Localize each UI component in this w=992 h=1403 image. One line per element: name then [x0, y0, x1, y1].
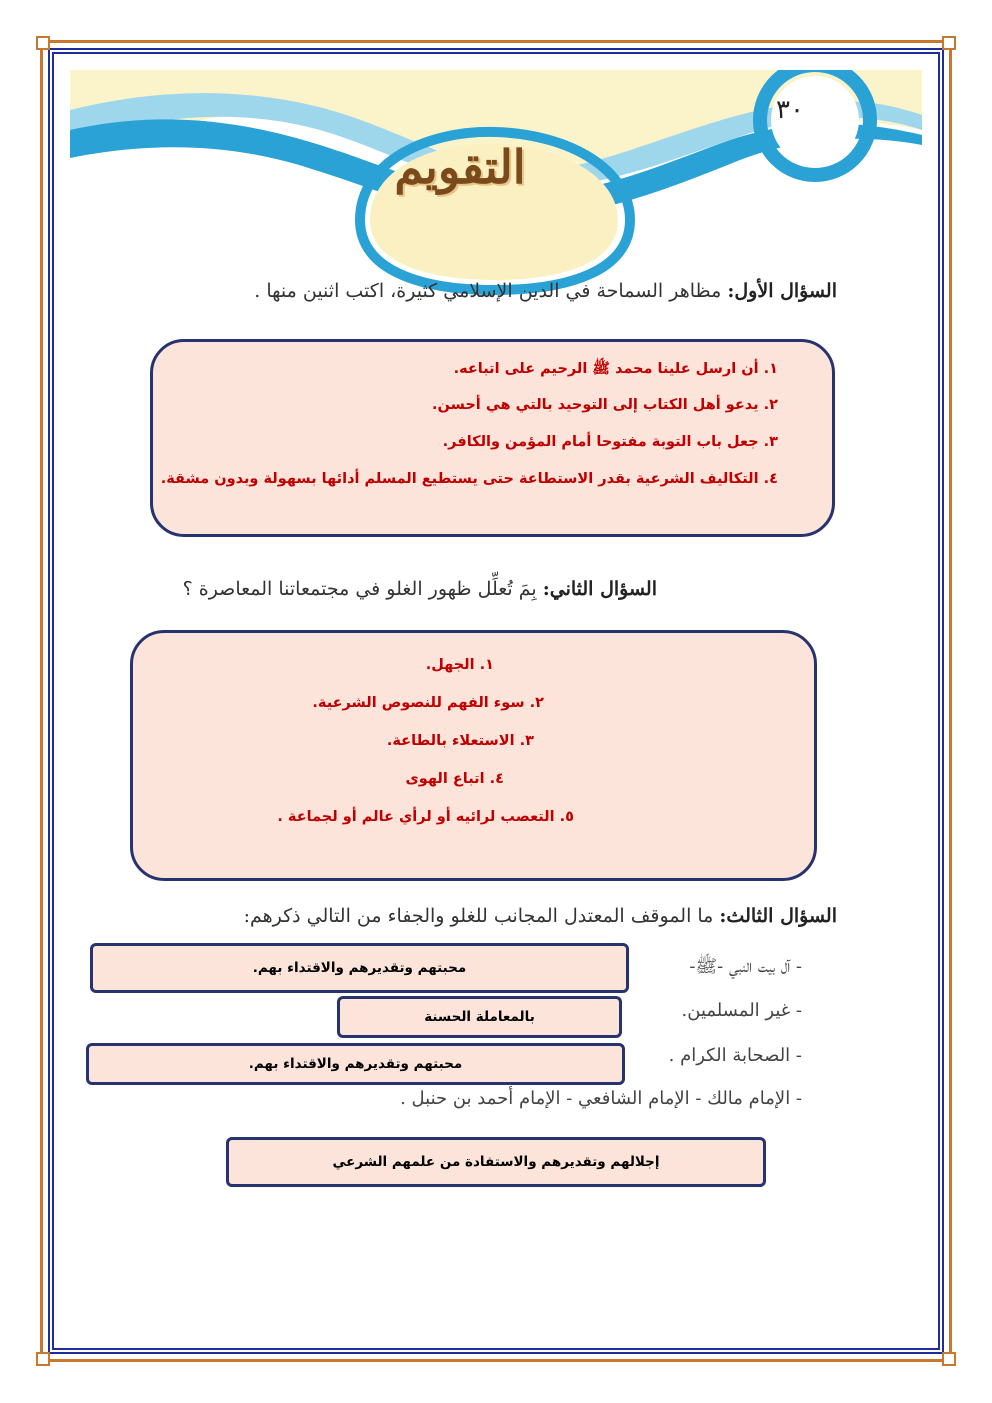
answer-text: إجلالهم وتقديرهم والاستفادة من علمهم الشرعي [332, 1154, 660, 1170]
page-title: التقويم [394, 140, 526, 194]
answer-item: ٤. التكاليف الشرعية بقدر الاستطاعة حتى يستطيع المسلم أدائها بسهولة وبدون مشقة. [160, 471, 778, 487]
question-3-answer-box [86, 1043, 625, 1085]
question-3-item: - آل بيت النبي -ﷺ- [689, 956, 802, 977]
question-2-label: السؤال الثاني: [542, 578, 657, 600]
question-1-answer-box [150, 339, 835, 537]
frame-corner-ornament [36, 1352, 50, 1366]
frame-corner-ornament [942, 1352, 956, 1366]
frame-corner-ornament [36, 36, 50, 50]
answer-text: محبتهم وتقديرهم والاقتداء بهم. [252, 960, 467, 976]
question-3-answer-box [90, 943, 629, 993]
answer-item: ٢. يدعو أهل الكتاب إلى التوحيد بالتي هي أحسن. [432, 397, 778, 413]
question-1 [137, 280, 837, 302]
question-1-text: مظاهر السماحة في الدين الإسلامي كثيرة، اكتب اثنين منها . [254, 280, 722, 302]
question-3-answer-box [337, 996, 622, 1038]
answer-item: ١. الجهل. [425, 657, 494, 673]
question-3 [137, 905, 837, 927]
answer-item: ٣. جعل باب التوبة مفتوحا أمام المؤمن والكافر. [442, 434, 778, 450]
question-2 [137, 578, 657, 600]
question-3-label: السؤال الثالث: [719, 905, 837, 927]
question-2-answer-box [130, 630, 817, 881]
question-3-item: - غير المسلمين. [681, 1000, 802, 1021]
answer-item: ١. أن ارسل علينا محمد ﷺ الرحيم على اتباعه. [453, 361, 778, 377]
frame-corner-ornament [942, 36, 956, 50]
answer-item: ٤. اتباع الهوى [405, 771, 504, 787]
answer-text: محبتهم وتقديرهم والاقتداء بهم. [248, 1056, 463, 1072]
question-3-item: - الصحابة الكرام . [668, 1045, 802, 1066]
question-3-answer-box [226, 1137, 766, 1187]
question-3-text: ما الموقف المعتدل المجانب للغلو والجفاء من التالي ذكرهم: [243, 905, 714, 927]
answer-item: ٢. سوء الفهم للنصوص الشرعية. [312, 695, 544, 711]
question-2-text: بِمَ تُعلِّل ظهور الغلو في مجتمعاتنا المعاصرة ؟ [182, 578, 537, 600]
question-1-label: السؤال الأول: [727, 280, 837, 302]
question-3-item: - الإمام مالك - الإمام الشافعي - الإمام أحمد بن حنبل . [400, 1088, 802, 1109]
page-number: ٣٠ [776, 95, 804, 125]
answer-text: بالمعاملة الحسنة [424, 1009, 535, 1025]
answer-item: ٣. الاستعلاء بالطاعة. [386, 733, 534, 749]
answer-item: ٥. التعصب لرائيه أو لرأي عالم أو لجماعة . [277, 809, 574, 825]
